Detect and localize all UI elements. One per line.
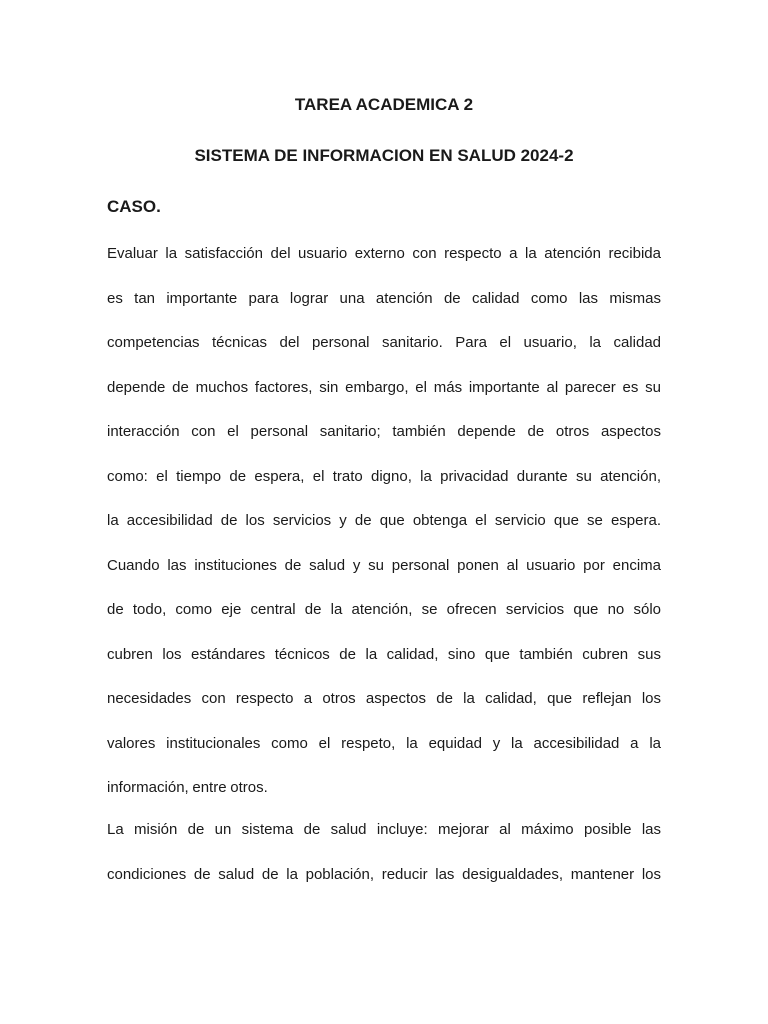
paragraph-2 xyxy=(107,808,661,897)
text-line: de todo, como eje central de la atención, se ofrecen servicios que no sólo xyxy=(107,601,661,618)
text-line: Evaluar la satisfacción del usuario externo con respecto a la atención recibida xyxy=(107,245,661,262)
text-line: interacción con el personal sanitario; también depende de otros aspectos xyxy=(107,423,661,440)
text-line: condiciones de salud de la población, reducir las desigualdades, mantener los xyxy=(107,865,661,883)
text-line: como: el tiempo de espera, el trato digno, la privacidad durante su atención, xyxy=(107,467,661,485)
text-line: La misión de un sistema de salud incluye: mejorar al máximo posible las xyxy=(107,821,661,838)
paragraph-1 xyxy=(107,232,661,811)
text-line: es tan importante para lograr una atención de calidad como las mismas xyxy=(107,289,661,307)
text-line: valores institucionales como el respeto, la equidad y la accesibilidad a la xyxy=(107,734,661,752)
text-line: competencias técnicas del personal sanitario. Para el usuario, la calidad xyxy=(107,334,661,351)
text-line: cubren los estándares técnicos de la calidad, sino que también cubren sus xyxy=(107,645,661,663)
section-heading: CASO. xyxy=(107,197,161,216)
text-line: información, entre otros. xyxy=(107,779,268,796)
text-line: Cuando las instituciones de salud y su personal ponen al usuario por encima xyxy=(107,556,661,574)
document-title: TAREA ACADEMICA 2 xyxy=(294,95,474,114)
document-subtitle: SISTEMA DE INFORMACION EN SALUD 2024-2 xyxy=(194,146,574,165)
text-line: depende de muchos factores, sin embargo, el más importante al parecer es su xyxy=(107,378,661,396)
text-line: la accesibilidad de los servicios y de que obtenga el servicio que se espera. xyxy=(107,512,661,529)
text-line: necesidades con respecto a otros aspectos de la calidad, que reflejan los xyxy=(107,690,661,707)
